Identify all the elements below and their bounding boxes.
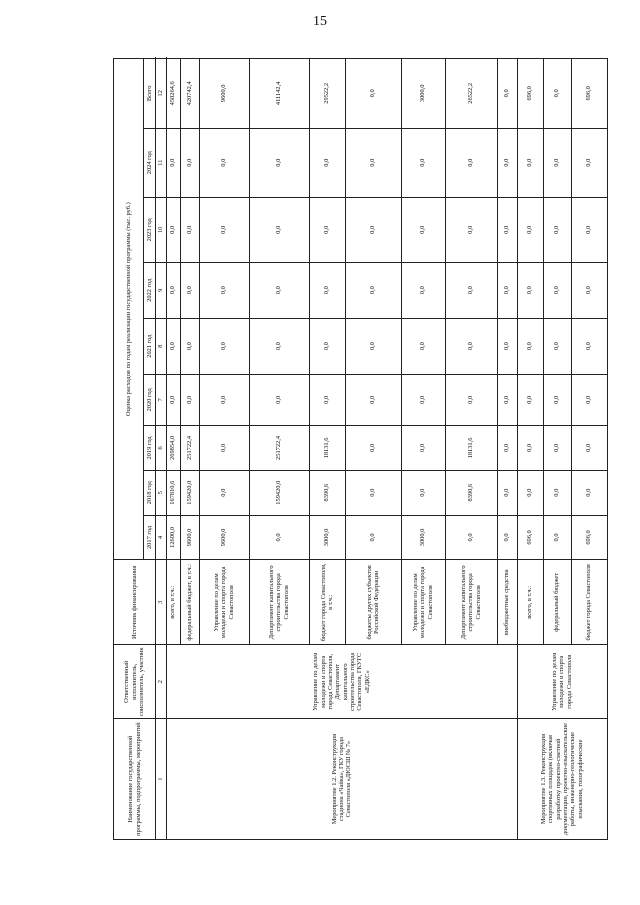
year-value-cell: 0,0 bbox=[166, 197, 180, 262]
funding-source: Департамент капитального строительства города Севастополя bbox=[249, 560, 309, 645]
header-executor: Ответственный исполнитель, соисполнитель, участник bbox=[114, 645, 156, 719]
year-value-cell: 0,0 bbox=[401, 197, 445, 262]
year-value-cell: 0,0 bbox=[497, 197, 517, 262]
year-value-cell: 8390,6 bbox=[445, 470, 497, 515]
year-value-cell: 696,0 bbox=[571, 515, 607, 560]
year-value-cell: 0,0 bbox=[180, 128, 199, 197]
year-value-cell: 0,0 bbox=[497, 374, 517, 425]
year-header: 2022 год bbox=[144, 262, 156, 318]
funding-source: бюджеты других субъектов Российской Федерации bbox=[345, 560, 401, 645]
col-number: 7 bbox=[156, 374, 167, 425]
funding-source: Департамент капитального строительства города Севастополя bbox=[445, 560, 497, 645]
year-value-cell: 0,0 bbox=[309, 374, 345, 425]
year-value-cell: 0,0 bbox=[571, 426, 607, 471]
header-estimate: Оценка расходов по годам реализации государственной программы (тыс. руб.) bbox=[114, 59, 144, 560]
year-value-cell: 0,0 bbox=[571, 128, 607, 197]
year-value-cell: 0,0 bbox=[401, 426, 445, 471]
year-value-cell: 8390,6 bbox=[309, 470, 345, 515]
year-value-cell: 0,0 bbox=[543, 262, 571, 318]
year-value-cell: 0,0 bbox=[166, 374, 180, 425]
funding-source: бюджет города Севастополя, в т.ч.: bbox=[309, 560, 345, 645]
table-row bbox=[166, 59, 180, 840]
year-value-cell: 0,0 bbox=[445, 515, 497, 560]
header-name: Наименование государственной программы, подпрограммы, мероприятий bbox=[114, 719, 156, 840]
year-value-cell: 696,0 bbox=[517, 515, 543, 560]
col-number: 12 bbox=[156, 59, 167, 128]
year-value-cell: 0,0 bbox=[249, 515, 309, 560]
year-value-cell: 0,0 bbox=[249, 128, 309, 197]
year-value-cell: 0,0 bbox=[345, 318, 401, 374]
year-value-cell: 9600,0 bbox=[199, 515, 249, 560]
year-value-cell: 0,0 bbox=[445, 318, 497, 374]
year-value-cell: 0,0 bbox=[249, 262, 309, 318]
year-value-cell: 0,0 bbox=[517, 262, 543, 318]
year-value-cell: 0,0 bbox=[166, 128, 180, 197]
year-value-cell: 0,0 bbox=[543, 318, 571, 374]
total-cell: 450264,6 bbox=[166, 59, 180, 128]
total-cell: 411142,4 bbox=[249, 59, 309, 128]
year-value-cell: 0,0 bbox=[199, 197, 249, 262]
year-value-cell: 0,0 bbox=[571, 262, 607, 318]
year-value-cell: 0,0 bbox=[309, 197, 345, 262]
year-value-cell: 0,0 bbox=[345, 197, 401, 262]
measure-1-rows bbox=[166, 59, 517, 840]
year-value-cell: 0,0 bbox=[571, 470, 607, 515]
year-value-cell: 0,0 bbox=[345, 128, 401, 197]
year-value-cell: 0,0 bbox=[543, 197, 571, 262]
year-header: 2021 год bbox=[144, 318, 156, 374]
total-cell: 26522,2 bbox=[445, 59, 497, 128]
year-header: 2023 год bbox=[144, 197, 156, 262]
year-value-cell: 0,0 bbox=[345, 515, 401, 560]
year-value-cell: 0,0 bbox=[445, 197, 497, 262]
year-value-cell: 0,0 bbox=[345, 262, 401, 318]
year-value-cell: 3000,0 bbox=[309, 515, 345, 560]
year-value-cell: 0,0 bbox=[543, 374, 571, 425]
year-value-cell: 0,0 bbox=[401, 128, 445, 197]
year-value-cell: 0,0 bbox=[166, 262, 180, 318]
total-cell: 29522,2 bbox=[309, 59, 345, 128]
year-value-cell: 0,0 bbox=[497, 128, 517, 197]
col-number: 1 bbox=[156, 719, 167, 840]
year-value-cell: 0,0 bbox=[445, 374, 497, 425]
year-value-cell: 0,0 bbox=[199, 128, 249, 197]
year-value-cell: 0,0 bbox=[497, 318, 517, 374]
year-value-cell: 0,0 bbox=[199, 318, 249, 374]
funding-source: бюджет города Севастополя bbox=[571, 560, 607, 645]
year-value-cell: 0,0 bbox=[401, 318, 445, 374]
funding-source: федеральный бюджет, в т.ч.: bbox=[180, 560, 199, 645]
year-value-cell: 0,0 bbox=[180, 374, 199, 425]
year-value-cell: 0,0 bbox=[497, 515, 517, 560]
year-value-cell: 0,0 bbox=[199, 470, 249, 515]
year-header: 2024 год bbox=[144, 128, 156, 197]
year-value-cell: 0,0 bbox=[543, 515, 571, 560]
header-row-1 bbox=[114, 59, 144, 840]
year-value-cell: 0,0 bbox=[199, 262, 249, 318]
measure-name: Мероприятие 1.3. Реконструкция спортивных площадок (включая разработку проектно-сметной документации, проектно-изыскательские работы, инженерно-геологические изыскания, топографические bbox=[517, 719, 607, 840]
year-value-cell: 167810,6 bbox=[166, 470, 180, 515]
year-value-cell: 0,0 bbox=[517, 128, 543, 197]
year-value-cell: 0,0 bbox=[517, 197, 543, 262]
col-number: 4 bbox=[156, 515, 167, 560]
year-value-cell: 0,0 bbox=[445, 262, 497, 318]
year-value-cell: 0,0 bbox=[445, 128, 497, 197]
year-value-cell: 0,0 bbox=[180, 197, 199, 262]
total-cell: 0,0 bbox=[345, 59, 401, 128]
col-number: 3 bbox=[156, 560, 167, 645]
funding-source: федеральный бюджет bbox=[543, 560, 571, 645]
year-header: 2020 год bbox=[144, 374, 156, 425]
col-number: 5 bbox=[156, 470, 167, 515]
col-number: 8 bbox=[156, 318, 167, 374]
rotated-table-container bbox=[113, 58, 593, 840]
total-cell: 0,0 bbox=[497, 59, 517, 128]
year-value-cell: 0,0 bbox=[249, 374, 309, 425]
year-value-cell: 0,0 bbox=[517, 374, 543, 425]
funding-source: внебюджетные средства bbox=[497, 560, 517, 645]
year-value-cell: 0,0 bbox=[345, 374, 401, 425]
funding-source: Управление по делам молодежи и спорта города Севастополя bbox=[199, 560, 249, 645]
year-value-cell: 0,0 bbox=[401, 262, 445, 318]
measure-2-rows bbox=[517, 59, 607, 840]
year-value-cell: 251722,4 bbox=[180, 426, 199, 471]
year-value-cell: 0,0 bbox=[249, 197, 309, 262]
year-value-cell: 0,0 bbox=[497, 426, 517, 471]
measure-executor: Управление по делам молодежи и спорта города Севастополя, Департамент капитального строительства города Севастополя, ГКУГС «ЕДКС» bbox=[166, 645, 517, 719]
col-number: 6 bbox=[156, 426, 167, 471]
year-value-cell: 0,0 bbox=[345, 470, 401, 515]
total-cell: 9600,0 bbox=[199, 59, 249, 128]
header-source: Источник финансирования bbox=[114, 560, 156, 645]
year-value-cell: 0,0 bbox=[517, 470, 543, 515]
year-value-cell: 12600,0 bbox=[166, 515, 180, 560]
year-value-cell: 0,0 bbox=[166, 318, 180, 374]
year-value-cell: 9600,0 bbox=[180, 515, 199, 560]
year-value-cell: 0,0 bbox=[517, 426, 543, 471]
year-value-cell: 0,0 bbox=[249, 318, 309, 374]
col-number: 10 bbox=[156, 197, 167, 262]
year-value-cell: 0,0 bbox=[309, 128, 345, 197]
year-value-cell: 0,0 bbox=[497, 262, 517, 318]
total-cell: 420742,4 bbox=[180, 59, 199, 128]
year-value-cell: 0,0 bbox=[180, 318, 199, 374]
table-row bbox=[517, 59, 543, 840]
year-value-cell: 251722,4 bbox=[249, 426, 309, 471]
year-value-cell: 0,0 bbox=[309, 262, 345, 318]
column-number-row bbox=[156, 59, 167, 840]
funding-source: всего, в т.ч.: bbox=[166, 560, 180, 645]
year-header: 2017 год bbox=[144, 515, 156, 560]
year-value-cell: 0,0 bbox=[543, 470, 571, 515]
page-number: 15 bbox=[313, 14, 327, 29]
year-value-cell: 0,0 bbox=[180, 262, 199, 318]
col-number: 11 bbox=[156, 128, 167, 197]
year-value-cell: 0,0 bbox=[401, 470, 445, 515]
budget-table bbox=[113, 58, 608, 840]
year-value-cell: 159420,0 bbox=[180, 470, 199, 515]
col-number: 9 bbox=[156, 262, 167, 318]
measure-executor: Управление по делам молодежи и спорта города Севастополя bbox=[517, 645, 607, 719]
year-value-cell: 0,0 bbox=[497, 470, 517, 515]
col-number: 2 bbox=[156, 645, 167, 719]
year-value-cell: 0,0 bbox=[517, 318, 543, 374]
total-cell: 696,0 bbox=[517, 59, 543, 128]
year-value-cell: 3000,0 bbox=[401, 515, 445, 560]
measure-name: Мероприятие 1.2. Реконструкция стадиона «Чайка», ГКУ города Севастополя «ДЮСШ № 7» bbox=[166, 719, 517, 840]
funding-source: Управление по делам молодежи и спорта города Севастополя bbox=[401, 560, 445, 645]
total-cell: 3000,0 bbox=[401, 59, 445, 128]
year-value-cell: 0,0 bbox=[543, 128, 571, 197]
year-value-cell: 269854,0 bbox=[166, 426, 180, 471]
year-value-cell: 0,0 bbox=[199, 426, 249, 471]
year-value-cell: 0,0 bbox=[401, 374, 445, 425]
year-value-cell: 18131,6 bbox=[445, 426, 497, 471]
year-value-cell: 0,0 bbox=[309, 318, 345, 374]
year-value-cell: 0,0 bbox=[571, 374, 607, 425]
year-value-cell: 0,0 bbox=[543, 426, 571, 471]
total-cell: 0,0 bbox=[543, 59, 571, 128]
total-header: Всего bbox=[144, 59, 156, 128]
year-header: 2019 год bbox=[144, 426, 156, 471]
funding-source: всего, в т.ч.: bbox=[517, 560, 543, 645]
year-value-cell: 0,0 bbox=[199, 374, 249, 425]
year-value-cell: 18131,6 bbox=[309, 426, 345, 471]
year-value-cell: 0,0 bbox=[345, 426, 401, 471]
total-cell: 696,0 bbox=[571, 59, 607, 128]
year-value-cell: 0,0 bbox=[571, 197, 607, 262]
year-header: 2018 год bbox=[144, 470, 156, 515]
year-value-cell: 159420,0 bbox=[249, 470, 309, 515]
year-value-cell: 0,0 bbox=[571, 318, 607, 374]
